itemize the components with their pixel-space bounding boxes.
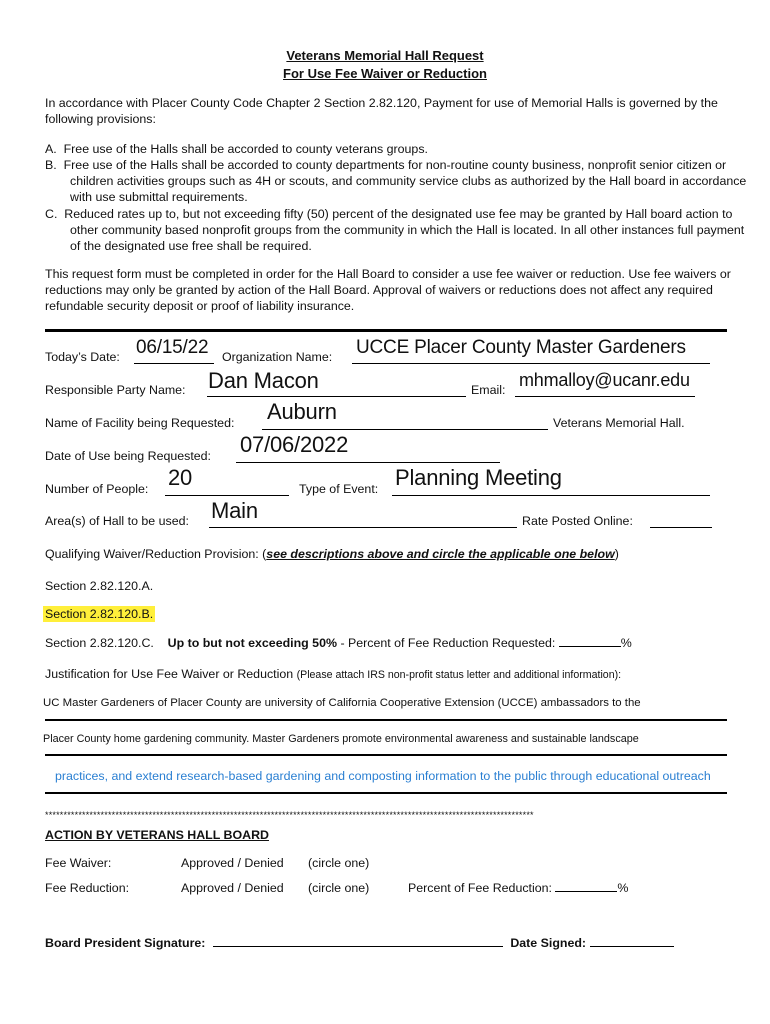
signature-row [45, 936, 674, 950]
responsible-party-label: Responsible Party Name: [45, 383, 186, 397]
section-divider [45, 329, 727, 332]
today-date-field[interactable] [134, 363, 214, 364]
provision-instruction-label: Qualifying Waiver/Reduction Provision: ( [45, 547, 267, 561]
organization-field[interactable] [352, 363, 710, 364]
use-date-field[interactable] [236, 462, 500, 463]
fee-reduction-note: (circle one) [308, 881, 370, 895]
today-date-label-text [45, 350, 120, 364]
board-percent-row [408, 881, 628, 895]
facility-label: Name of Facility being Requested: [45, 416, 235, 430]
justification-heading [45, 667, 621, 681]
fee-waiver-options[interactable]: Approved / Denied [181, 856, 284, 870]
area-value: Main [211, 498, 258, 523]
organization-label: Organization Name: [222, 350, 333, 364]
event-value: Planning Meeting [395, 465, 562, 490]
board-percent-label: Percent of Fee Reduction: [408, 881, 552, 895]
asterisk-separator: ************************************************************************************************************************************ [45, 810, 534, 820]
area-label: Area(s) of Hall to be used: [45, 514, 189, 528]
facility-suffix: Veterans Memorial Hall. [553, 416, 685, 430]
provision-instruction-close: ) [614, 547, 619, 561]
request-note: This request form must be completed in order for the Hall Board to consider a use fee waiver or reduction. Use fee waivers or reductions may only be granted by action of the Hall Board. Approval of waivers or reductions does not affect any required refundable security deposit or proof of liability insurance. [45, 267, 731, 313]
today-date-value: 06/15/22 [136, 337, 209, 358]
section-c-option[interactable] [45, 636, 632, 650]
rate-field[interactable] [650, 527, 712, 528]
event-field[interactable] [392, 495, 710, 496]
fee-reduction-label: Fee Reduction: [45, 881, 130, 895]
justification-line-3: practices, and extend research-based gardening and composting information to the public through educational outreach [55, 769, 711, 783]
date-signed-field[interactable] [590, 946, 674, 947]
event-label: Type of Event: [299, 482, 379, 496]
signature-field[interactable] [213, 946, 503, 947]
intro-paragraph: In accordance with Placer County Code Chapter 2 Section 2.82.120, Payment for use of Memorial Halls is governed by the following provisions: [45, 96, 718, 126]
date-signed-label: Date Signed: [510, 936, 587, 950]
form-subtitle: For Use Fee Waiver or Reduction [283, 66, 487, 81]
justification-underline-2 [45, 754, 727, 756]
today-date-label-copy: Today’s Date: [45, 350, 120, 364]
board-percent-field[interactable] [555, 891, 617, 892]
board-percent-sign: % [617, 881, 629, 895]
provision-letter: C. [45, 207, 58, 221]
provision-b [45, 157, 755, 205]
section-b-option-selected[interactable]: Section 2.82.120.B. [45, 607, 154, 621]
justification-underline-1 [45, 719, 727, 721]
provision-instruction [45, 547, 619, 561]
responsible-party-field[interactable] [207, 396, 466, 397]
justification-label: Justification for Use Fee Waiver or Reduction [45, 667, 294, 681]
percent-requested-field[interactable] [559, 646, 621, 647]
people-value: 20 [168, 465, 193, 490]
justification-note: (Please attach IRS non-profit status letter and additional information): [296, 669, 622, 681]
rate-label: Rate Posted Online: [522, 514, 633, 528]
justification-line-1: UC Master Gardeners of Placer County are university of California Cooperative Extension (UCCE) ambassadors to the [43, 697, 641, 709]
provision-text: Free use of the Halls shall be accorded to county departments for non-routine county business, nonprofit senior citizen or children activities groups such as 4H or scouts, and community service clubs as authorized by the Hall board in accordance with use submittal requirements. [63, 158, 747, 204]
provision-letter: A. [45, 142, 57, 156]
email-field[interactable] [515, 396, 695, 397]
area-field[interactable] [209, 527, 517, 528]
signature-label: Board President Signature: [45, 936, 206, 950]
fee-reduction-options[interactable]: Approved / Denied [181, 881, 284, 895]
fee-waiver-note: (circle one) [308, 856, 370, 870]
provision-letter: B. [45, 158, 57, 172]
organization-value: UCCE Placer County Master Gardeners [356, 337, 686, 358]
email-value: mhmalloy@ucanr.edu [519, 370, 690, 390]
form-title: Veterans Memorial Hall Request [286, 48, 484, 63]
section-a-option[interactable]: Section 2.82.120.A. [45, 579, 154, 593]
justification-line-2: Placer County home gardening community. Master Gardeners promote environmental awareness and sustainable landscape [43, 733, 639, 745]
provision-instruction-note: see descriptions above and circle the applicable one below [266, 547, 615, 561]
percent-sign: % [620, 636, 632, 650]
provision-a [45, 141, 755, 157]
provision-text: Free use of the Halls shall be accorded to county veterans groups. [63, 142, 428, 156]
people-label: Number of People: [45, 482, 149, 496]
provision-text: Reduced rates up to, but not exceeding fifty (50) percent of the designated use fee may be granted by Hall board action to other community based nonprofit groups from the community in which the Hall is located. In all other instances full payment of the designated use free shall be required. [64, 207, 745, 253]
use-date-value: 07/06/2022 [240, 432, 349, 457]
use-date-label: Date of Use being Requested: [45, 449, 212, 463]
people-field[interactable] [165, 495, 289, 496]
section-c-label: Section 2.82.120.C. [45, 636, 154, 650]
email-label: Email: [471, 383, 506, 397]
section-c-limit: Up to but not exceeding 50% [167, 636, 337, 650]
board-heading: ACTION BY VETERANS HALL BOARD [45, 828, 269, 842]
facility-field[interactable] [262, 429, 548, 430]
section-c-text: - Percent of Fee Reduction Requested: [340, 636, 556, 650]
provision-c [45, 206, 755, 254]
justification-underline-3 [45, 792, 727, 794]
facility-value: Auburn [267, 399, 337, 424]
fee-waiver-label: Fee Waiver: [45, 856, 112, 870]
responsible-party-value: Dan Macon [208, 368, 319, 393]
